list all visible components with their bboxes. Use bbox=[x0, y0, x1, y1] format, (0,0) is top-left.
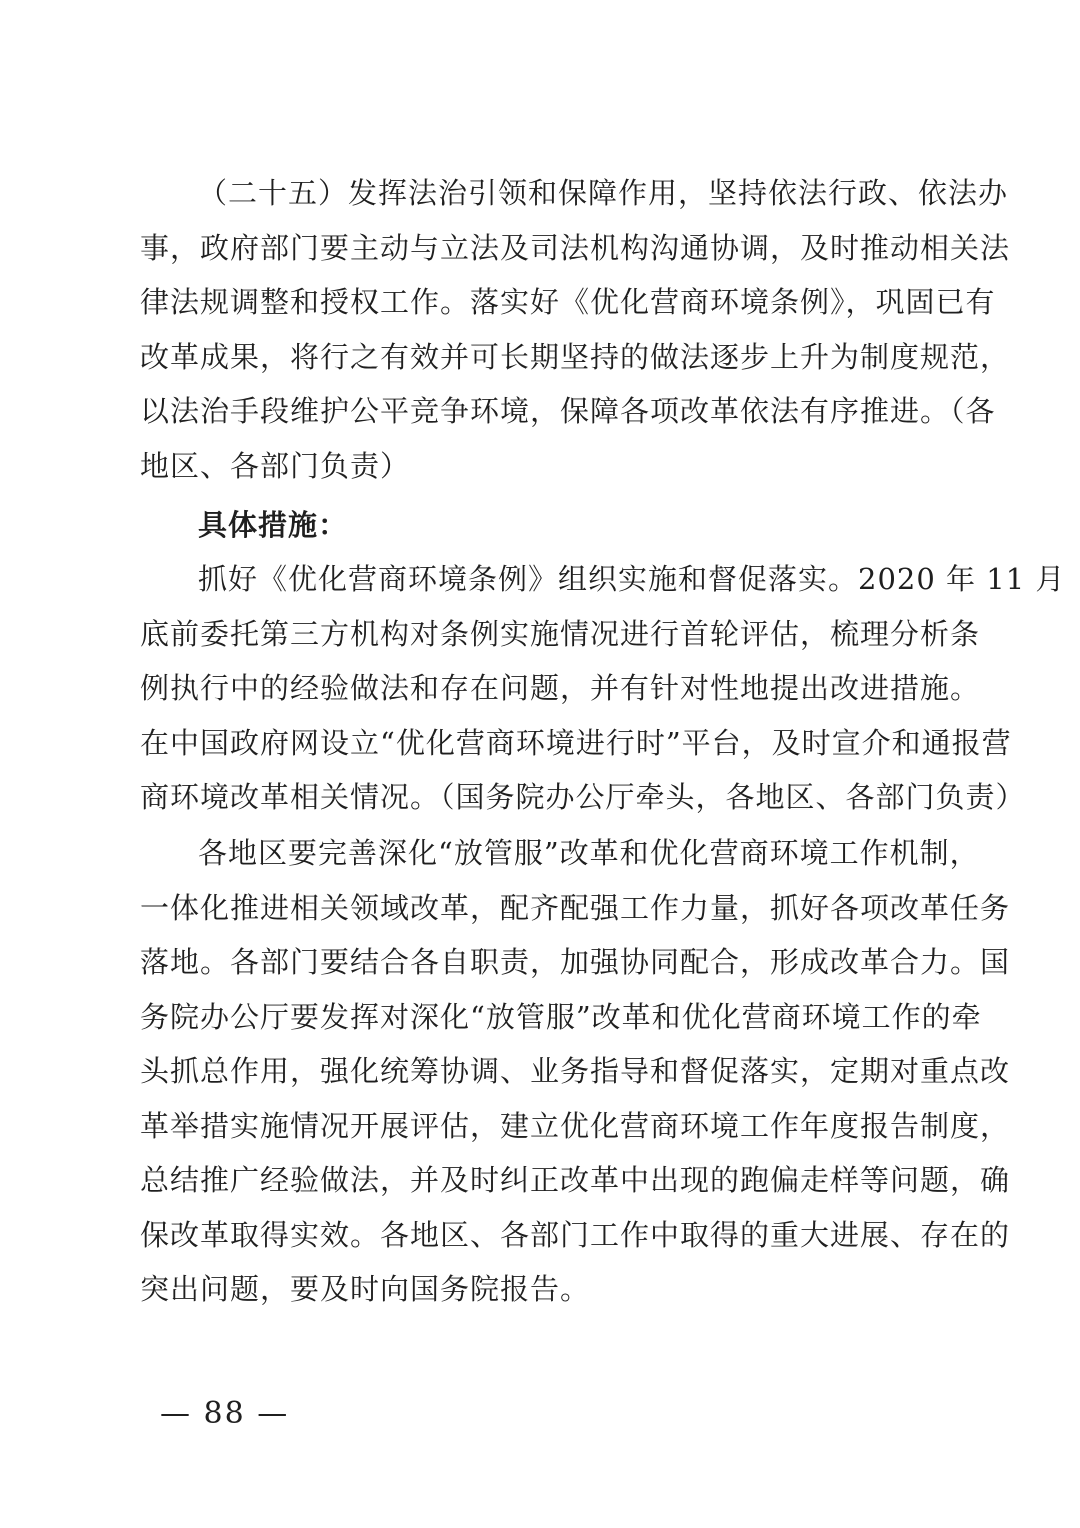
text-line: 地区、各部门负责） bbox=[140, 448, 411, 483]
text-line: 事，政府部门要主动与立法及司法机构沟通协调，及时推动相关法 bbox=[140, 230, 1011, 265]
text-line: 抓好《优化营商环境条例》组织实施和督促落实。2020 年 11 月 bbox=[198, 562, 1066, 596]
paragraph-work-mechanism bbox=[140, 826, 1011, 1317]
text-line: 例执行中的经验做法和存在问题，并有针对性地提出改进措施。 bbox=[140, 671, 981, 705]
text-line: 商环境改革相关情况。（国务院办公厅牵头，各地区、各部门负责） bbox=[140, 780, 1026, 814]
text-line: 突出问题，要及时向国务院报告。 bbox=[140, 1272, 591, 1306]
paragraph-specific-measures bbox=[140, 552, 1066, 825]
section-heading: 具体措施： bbox=[198, 508, 349, 542]
text-line: （二十五）发挥法治引领和保障作用，坚持依法行政、依法办 bbox=[198, 176, 1009, 210]
text-line: 底前委托第三方机构对条例实施情况进行首轮评估，梳理分析条 bbox=[140, 616, 981, 651]
text-line: 保改革取得实效。各地区、各部门工作中取得的重大进展、存在的 bbox=[140, 1217, 1011, 1252]
text-line: 在中国政府网设立“优化营商环境进行时”平台，及时宣介和通报营 bbox=[140, 725, 1012, 760]
text-line: 律法规调整和授权工作。落实好《优化营商环境条例》，巩固已有 bbox=[140, 285, 996, 319]
text-line: 头抓总作用，强化统筹协调、业务指导和督促落实，定期对重点改 bbox=[140, 1054, 1011, 1088]
text-line: 各地区要完善深化“放管服”改革和优化营商环境工作机制， bbox=[198, 836, 980, 870]
text-line: 落地。各部门要结合各自职责，加强协同配合，形成改革合力。国 bbox=[140, 945, 1011, 979]
text-line: 总结推广经验做法，并及时纠正改革中出现的跑偏走样等问题，确 bbox=[140, 1163, 1011, 1197]
text-line: 改革成果，将行之有效并可长期坚持的做法逐步上升为制度规范， bbox=[140, 339, 1011, 374]
paragraph-rule-of-law bbox=[140, 166, 1011, 493]
text-line: 务院办公厅要发挥对深化“放管服”改革和优化营商环境工作的牵 bbox=[140, 999, 982, 1034]
text-line: 以法治手段维护公平竞争环境，保障各项改革依法有序推进。（各 bbox=[140, 394, 996, 428]
text-line: 革举措实施情况开展评估，建立优化营商环境工作年度报告制度， bbox=[140, 1108, 1011, 1143]
text-line: 一体化推进相关领域改革，配齐配强工作力量，抓好各项改革任务 bbox=[140, 890, 1011, 925]
page-number: — 88 — bbox=[160, 1396, 290, 1431]
